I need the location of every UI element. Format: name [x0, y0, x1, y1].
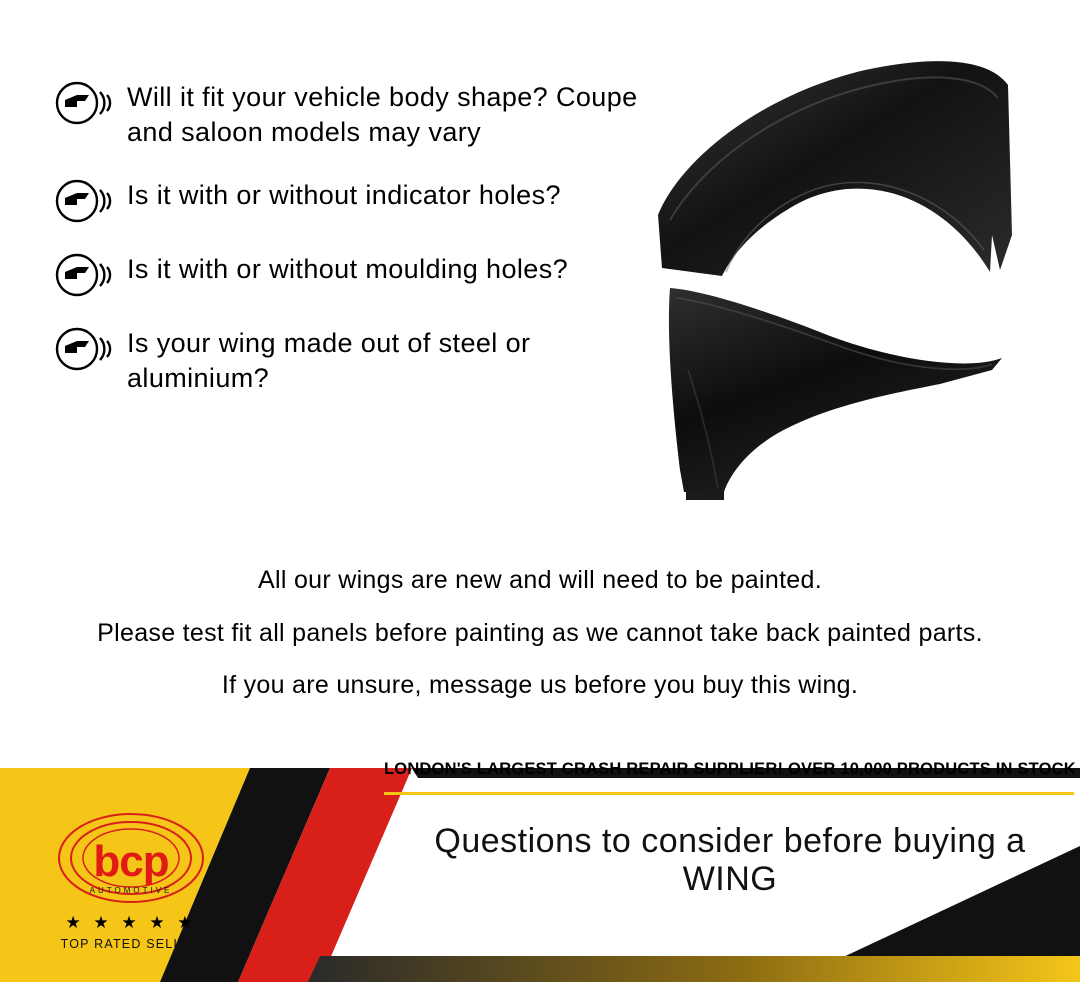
notes-block — [0, 565, 1080, 723]
wing-panel-icon — [55, 178, 117, 224]
product-images — [640, 40, 1060, 520]
note-line: Please test fit all panels before painting as we cannot take back painted parts. — [97, 618, 983, 647]
wing-panel-icon — [55, 80, 117, 126]
logo — [36, 818, 226, 968]
list-item — [55, 78, 655, 150]
headline-text: Questions to consider before buying a WING — [434, 822, 1026, 899]
list-item — [55, 176, 655, 224]
car-wing-panel-right-image — [658, 61, 1012, 276]
question-text: Is it with or without indicator holes? — [127, 180, 561, 211]
note-line: All our wings are new and will need to be painted. — [258, 566, 822, 594]
bottom-banner — [0, 760, 1080, 982]
logo-subtitle: AUTOMOTIVE — [89, 886, 173, 895]
note-line: If you are unsure, message us before you buy this wing. — [221, 671, 859, 699]
question-text: Will it fit your vehicle body shape? Coupe and saloon models may vary — [127, 82, 638, 148]
questions-list — [55, 78, 655, 422]
wing-panel-icon — [55, 252, 117, 298]
list-item — [55, 250, 655, 298]
wing-panel-icon — [55, 326, 117, 372]
question-text: Is it with or without moulding holes? — [127, 254, 569, 285]
car-wing-panel-left-image — [669, 288, 1002, 500]
logo-name: bcp — [93, 837, 169, 886]
top-rated-seller-label: TOP RATED SELLER — [60, 937, 202, 951]
list-item — [55, 324, 655, 396]
star-rating-icon: ★ ★ ★ ★ ★ — [65, 913, 197, 932]
tagline-text: LONDON'S LARGEST CRASH REPAIR SUPPLIER! OVER 10,000 PRODUCTS IN STOCK — [384, 760, 1076, 778]
question-text: Is your wing made out of steel or aluminium? — [127, 328, 531, 394]
